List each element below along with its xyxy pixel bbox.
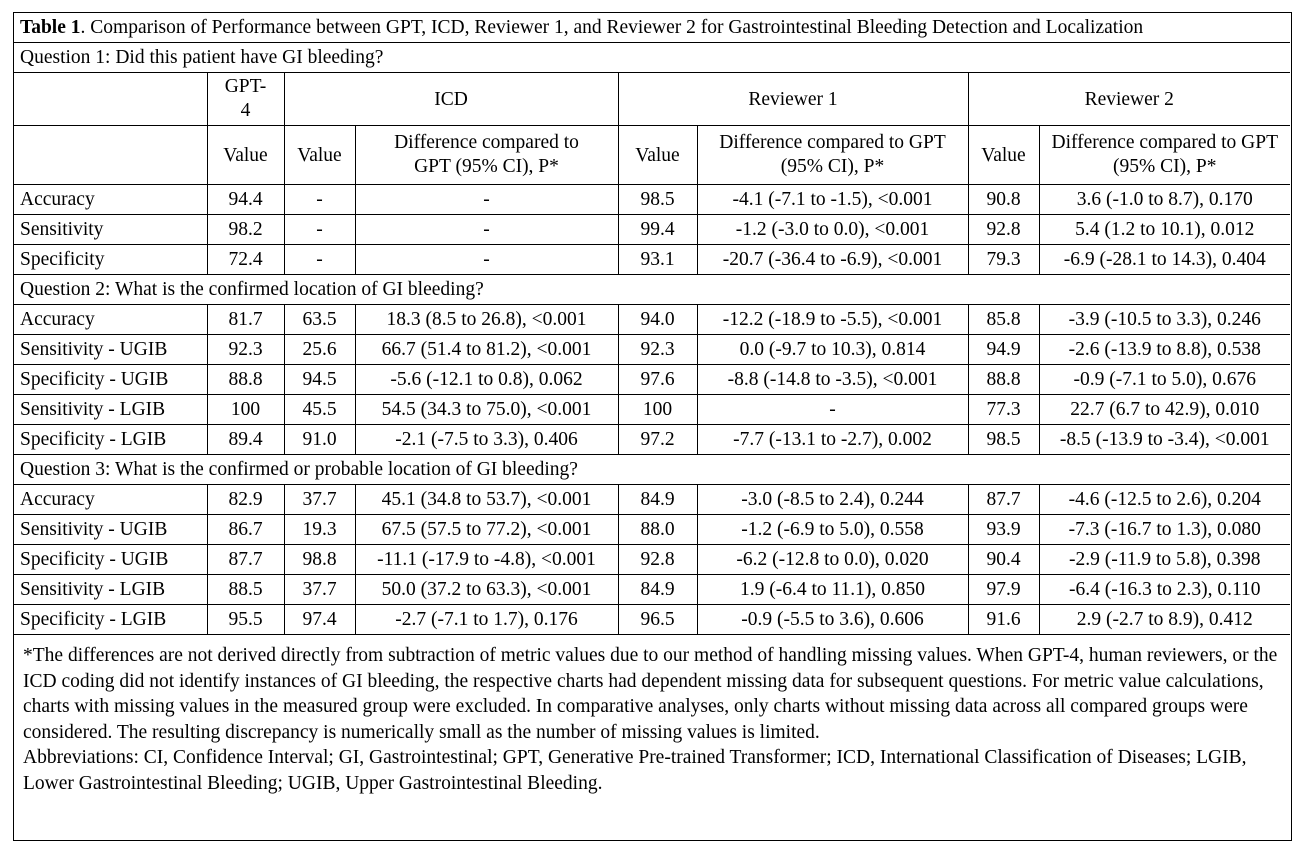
question-row	[14, 275, 1290, 305]
icd-value: 37.7	[284, 575, 355, 605]
metric-label: Sensitivity	[14, 215, 207, 245]
metric-label: Sensitivity - UGIB	[14, 335, 207, 365]
reviewer2-difference: -8.5 (-13.9 to -3.4), <0.001	[1039, 425, 1290, 455]
reviewer2-difference: -2.9 (-11.9 to 5.8), 0.398	[1039, 545, 1290, 575]
reviewer2-value: 97.9	[968, 575, 1039, 605]
header-gpt4: GPT-4	[207, 73, 284, 126]
table-row	[14, 335, 1290, 365]
table-row	[14, 305, 1290, 335]
metric-label: Sensitivity - LGIB	[14, 395, 207, 425]
reviewer1-value: 93.1	[618, 245, 697, 275]
metric-label: Accuracy	[14, 485, 207, 515]
metric-label: Specificity - UGIB	[14, 365, 207, 395]
metric-label: Specificity - LGIB	[14, 605, 207, 635]
table-row	[14, 395, 1290, 425]
table-title	[14, 13, 1290, 43]
gpt4-value: 82.9	[207, 485, 284, 515]
reviewer2-difference: 3.6 (-1.0 to 8.7), 0.170	[1039, 185, 1290, 215]
header-blank-cell	[14, 73, 207, 126]
reviewer2-value: 88.8	[968, 365, 1039, 395]
abbreviations: Abbreviations: CI, Confidence Interval; GI, Gastrointestinal; GPT, Generative Pre-trained Transformer; ICD, International Classification of Diseases; LGIB, Lower Gastrointestinal Bleeding; UGIB, Upper Gastrointestinal Bleeding.	[23, 747, 1247, 794]
table-row	[14, 215, 1290, 245]
icd-difference: 50.0 (37.2 to 63.3), <0.001	[355, 575, 618, 605]
icd-value: 97.4	[284, 605, 355, 635]
comparison-table	[14, 13, 1290, 635]
reviewer2-value: 90.4	[968, 545, 1039, 575]
reviewer2-value: 85.8	[968, 305, 1039, 335]
table-notes	[14, 635, 1291, 796]
reviewer2-value: 87.7	[968, 485, 1039, 515]
metric-label: Specificity	[14, 245, 207, 275]
icd-difference: -	[355, 215, 618, 245]
reviewer2-difference: -2.6 (-13.9 to 8.8), 0.538	[1039, 335, 1290, 365]
icd-difference: -11.1 (-17.9 to -4.8), <0.001	[355, 545, 618, 575]
header-reviewer1: Reviewer 1	[618, 73, 968, 126]
table-title-label: Table 1	[20, 17, 81, 38]
icd-difference: -2.7 (-7.1 to 1.7), 0.176	[355, 605, 618, 635]
table-row	[14, 185, 1290, 215]
reviewer2-value: 98.5	[968, 425, 1039, 455]
gpt4-value: 81.7	[207, 305, 284, 335]
reviewer1-value: 97.6	[618, 365, 697, 395]
table-row	[14, 245, 1290, 275]
table-row	[14, 545, 1290, 575]
reviewer1-value: 99.4	[618, 215, 697, 245]
gpt4-value: 88.5	[207, 575, 284, 605]
table-frame	[13, 12, 1292, 841]
table-row	[14, 365, 1290, 395]
table-row	[14, 605, 1290, 635]
gpt4-value: 72.4	[207, 245, 284, 275]
icd-value: 37.7	[284, 485, 355, 515]
question-label: Question 3: What is the confirmed or probable location of GI bleeding?	[14, 455, 1290, 485]
icd-difference: -	[355, 245, 618, 275]
gpt4-value: 95.5	[207, 605, 284, 635]
reviewer1-value: 96.5	[618, 605, 697, 635]
reviewer2-difference: -6.4 (-16.3 to 2.3), 0.110	[1039, 575, 1290, 605]
reviewer1-difference: -6.2 (-12.8 to 0.0), 0.020	[697, 545, 968, 575]
reviewer1-value: 88.0	[618, 515, 697, 545]
reviewer1-value: 92.8	[618, 545, 697, 575]
subheader-value-r2: Value	[968, 126, 1039, 185]
icd-difference: 18.3 (8.5 to 26.8), <0.001	[355, 305, 618, 335]
metric-label: Accuracy	[14, 305, 207, 335]
icd-value: 19.3	[284, 515, 355, 545]
question-label: Question 1: Did this patient have GI bleeding?	[14, 43, 1290, 73]
reviewer2-difference: -6.9 (-28.1 to 14.3), 0.404	[1039, 245, 1290, 275]
metric-label: Accuracy	[14, 185, 207, 215]
reviewer1-value: 84.9	[618, 575, 697, 605]
reviewer2-difference: 22.7 (6.7 to 42.9), 0.010	[1039, 395, 1290, 425]
table-row	[14, 425, 1290, 455]
reviewer1-difference: -1.2 (-6.9 to 5.0), 0.558	[697, 515, 968, 545]
table-row	[14, 515, 1290, 545]
gpt4-value: 94.4	[207, 185, 284, 215]
gpt4-value: 86.7	[207, 515, 284, 545]
metric-label: Specificity - LGIB	[14, 425, 207, 455]
icd-value: -	[284, 185, 355, 215]
reviewer1-difference: -20.7 (-36.4 to -6.9), <0.001	[697, 245, 968, 275]
reviewer1-difference: -	[697, 395, 968, 425]
subheader-diff-r2: Difference compared to GPT (95% CI), P*	[1039, 126, 1290, 185]
reviewer1-difference: -8.8 (-14.8 to -3.5), <0.001	[697, 365, 968, 395]
reviewer2-difference: -3.9 (-10.5 to 3.3), 0.246	[1039, 305, 1290, 335]
icd-difference: 45.1 (34.8 to 53.7), <0.001	[355, 485, 618, 515]
reviewer1-value: 94.0	[618, 305, 697, 335]
header-reviewer2: Reviewer 2	[968, 73, 1290, 126]
subheader-value-icd: Value	[284, 126, 355, 185]
icd-difference: 66.7 (51.4 to 81.2), <0.001	[355, 335, 618, 365]
icd-value: 91.0	[284, 425, 355, 455]
reviewer2-difference: -0.9 (-7.1 to 5.0), 0.676	[1039, 365, 1290, 395]
table-row	[14, 575, 1290, 605]
icd-value: -	[284, 245, 355, 275]
metric-label: Sensitivity - LGIB	[14, 575, 207, 605]
reviewer2-value: 93.9	[968, 515, 1039, 545]
column-subheader-row	[14, 126, 1290, 185]
reviewer2-difference: -7.3 (-16.7 to 1.3), 0.080	[1039, 515, 1290, 545]
reviewer2-value: 77.3	[968, 395, 1039, 425]
icd-difference: -2.1 (-7.5 to 3.3), 0.406	[355, 425, 618, 455]
reviewer1-value: 92.3	[618, 335, 697, 365]
icd-value: 98.8	[284, 545, 355, 575]
reviewer2-difference: 2.9 (-2.7 to 8.9), 0.412	[1039, 605, 1290, 635]
reviewer1-value: 84.9	[618, 485, 697, 515]
icd-difference: 67.5 (57.5 to 77.2), <0.001	[355, 515, 618, 545]
icd-difference: -	[355, 185, 618, 215]
icd-value: 25.6	[284, 335, 355, 365]
table-title-text: . Comparison of Performance between GPT, ICD, Reviewer 1, and Reviewer 2 for Gastrointestinal Bleeding Detection and Localization	[80, 17, 1144, 38]
question-label: Question 2: What is the confirmed location of GI bleeding?	[14, 275, 1290, 305]
question-row	[14, 455, 1290, 485]
metric-label: Specificity - UGIB	[14, 545, 207, 575]
gpt4-value: 89.4	[207, 425, 284, 455]
reviewer1-difference: 0.0 (-9.7 to 10.3), 0.814	[697, 335, 968, 365]
icd-value: 94.5	[284, 365, 355, 395]
reviewer1-value: 100	[618, 395, 697, 425]
gpt4-value: 92.3	[207, 335, 284, 365]
footnote: *The differences are not derived directly from subtraction of metric values due to our method of handling missing values. When GPT-4, human reviewers, or the ICD coding did not identify instances of GI bleeding, the respective charts had dependent missing data for subsequent questions. For metric value calculations, charts with missing values in the measured group were excluded. In comparative analyses, only charts without missing data across all compared groups were considered. The resulting discrepancy is numerically small as the number of missing values is limited.	[23, 645, 1278, 743]
reviewer1-difference: 1.9 (-6.4 to 11.1), 0.850	[697, 575, 968, 605]
header-icd: ICD	[284, 73, 618, 126]
subheader-value-gpt: Value	[207, 126, 284, 185]
icd-value: 45.5	[284, 395, 355, 425]
reviewer2-difference: 5.4 (1.2 to 10.1), 0.012	[1039, 215, 1290, 245]
table-title-row	[14, 13, 1290, 43]
subheader-blank-cell	[14, 126, 207, 185]
reviewer1-difference: -1.2 (-3.0 to 0.0), <0.001	[697, 215, 968, 245]
reviewer1-difference: -0.9 (-5.5 to 3.6), 0.606	[697, 605, 968, 635]
reviewer2-value: 94.9	[968, 335, 1039, 365]
column-header-row	[14, 73, 1290, 126]
metric-label: Sensitivity - UGIB	[14, 515, 207, 545]
reviewer1-difference: -3.0 (-8.5 to 2.4), 0.244	[697, 485, 968, 515]
reviewer1-difference: -4.1 (-7.1 to -1.5), <0.001	[697, 185, 968, 215]
gpt4-value: 88.8	[207, 365, 284, 395]
subheader-diff-icd: Difference compared to GPT (95% CI), P*	[355, 126, 618, 185]
subheader-diff-r1: Difference compared to GPT (95% CI), P*	[697, 126, 968, 185]
reviewer2-value: 90.8	[968, 185, 1039, 215]
reviewer1-value: 98.5	[618, 185, 697, 215]
table-row	[14, 485, 1290, 515]
gpt4-value: 87.7	[207, 545, 284, 575]
icd-value: -	[284, 215, 355, 245]
reviewer2-value: 91.6	[968, 605, 1039, 635]
reviewer1-difference: -7.7 (-13.1 to -2.7), 0.002	[697, 425, 968, 455]
gpt4-value: 100	[207, 395, 284, 425]
reviewer2-value: 79.3	[968, 245, 1039, 275]
reviewer2-value: 92.8	[968, 215, 1039, 245]
reviewer1-value: 97.2	[618, 425, 697, 455]
icd-difference: 54.5 (34.3 to 75.0), <0.001	[355, 395, 618, 425]
question-row	[14, 43, 1290, 73]
icd-difference: -5.6 (-12.1 to 0.8), 0.062	[355, 365, 618, 395]
reviewer2-difference: -4.6 (-12.5 to 2.6), 0.204	[1039, 485, 1290, 515]
reviewer1-difference: -12.2 (-18.9 to -5.5), <0.001	[697, 305, 968, 335]
icd-value: 63.5	[284, 305, 355, 335]
gpt4-value: 98.2	[207, 215, 284, 245]
subheader-value-r1: Value	[618, 126, 697, 185]
